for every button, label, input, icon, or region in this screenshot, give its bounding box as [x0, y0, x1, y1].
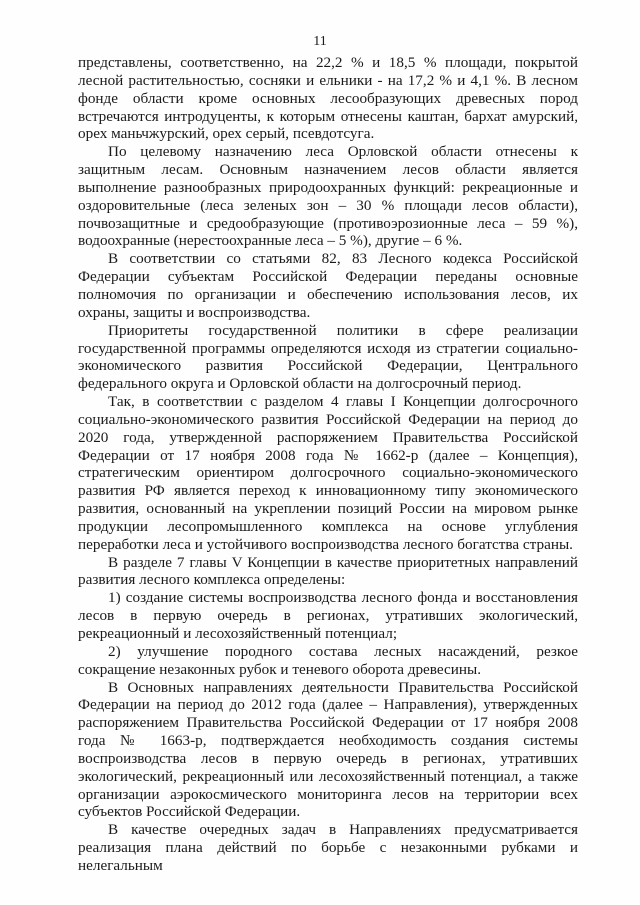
paragraph-forest-purpose: По целевому назначению леса Орловской области отнесены к защитным лесам. Основным назначением лесов области является выполнение разнообразных природоохранных функций: рекреационные и оздоровительные (леса зеленых зон – 30 % площади лесов области), почвозащитные и средообразующие (противоэрозионные леса – 59 %), водоохранные (нерестоохранные леса – 5 %), другие – 6 %. — [78, 143, 578, 250]
paragraph-concept-section-7: В разделе 7 главы V Концепции в качестве приоритетных направлений развития лесного комплекса определены: — [78, 553, 578, 589]
list-item-1: 1) создание системы воспроизводства лесного фонда и восстановления лесов в первую очередь в регионах, утративших экологический, рекреационный и лесохозяйственный потенциал; — [78, 589, 578, 642]
paragraph-tasks: В качестве очередных задач в Направлениях предусматривается реализация плана действий по борьбе с незаконными рубками и нелегальным — [78, 821, 578, 874]
paragraph-concept-section-4: Так, в соответствии с разделом 4 главы I Концепции долгосрочного социально-экономического развития Российской Федерации на период до 2020 года, утвержденной распоряжением Правительства Российской Федерации от 17 ноября 2008 года № 1662-р (далее – Концепция), стратегическим ориентиром долгосрочного социально-экономического развития РФ является переход к инновационному типу экономического развития, основанный на укреплении позиций России на мировом рынке продукции лесопромышленного комплекса на основе углубления переработки леса и устойчивого воспроизводства лесного богатства страны. — [78, 393, 578, 553]
body-text — [78, 54, 578, 875]
paragraph-continuation: представлены, соответственно, на 22,2 % и 18,5 % площади, покрытой лесной растительностью, сосняки и ельники - на 17,2 % и 4,1 %. В лесном фонде области кроме основных лесообразующих древесных пород встречаются интродуценты, к которым отнесены каштан, бархат амурский, орех маньчжурский, орех серый, псевдотсуга. — [78, 54, 578, 143]
page-number: 11 — [313, 34, 327, 49]
paragraph-state-policy: Приоритеты государственной политики в сфере реализации государственной программы определяются исходя из стратегии социально-экономического развития Российской Федерации, Центрального федерального округа и Орловской области на долгосрочный период. — [78, 321, 578, 393]
list-item-2: 2) улучшение породного состава лесных насаждений, резкое сокращение незаконных рубок и теневого оборота древесины. — [78, 642, 578, 678]
paragraph-forest-code: В соответствии со статьями 82, 83 Лесного кодекса Российской Федерации субъектам Российской Федерации переданы основные полномочия по организации и обеспечению использования лесов, их охраны, защиты и воспроизводства. — [78, 250, 578, 321]
paragraph-main-directions: В Основных направлениях деятельности Правительства Российской Федерации на период до 2012 года (далее – Направления), утвержденных распоряжением Правительства Российской Федерации от 17 ноября 2008 года № 1663-р, подтверждается необходимость создания системы воспроизводства лесов в первую очередь в регионах, утративших экологический, рекреационный или лесохозяйственный потенциал, а также организации аэрокосмического мониторинга лесов на территории всех субъектов Российской Федерации. — [78, 678, 578, 821]
